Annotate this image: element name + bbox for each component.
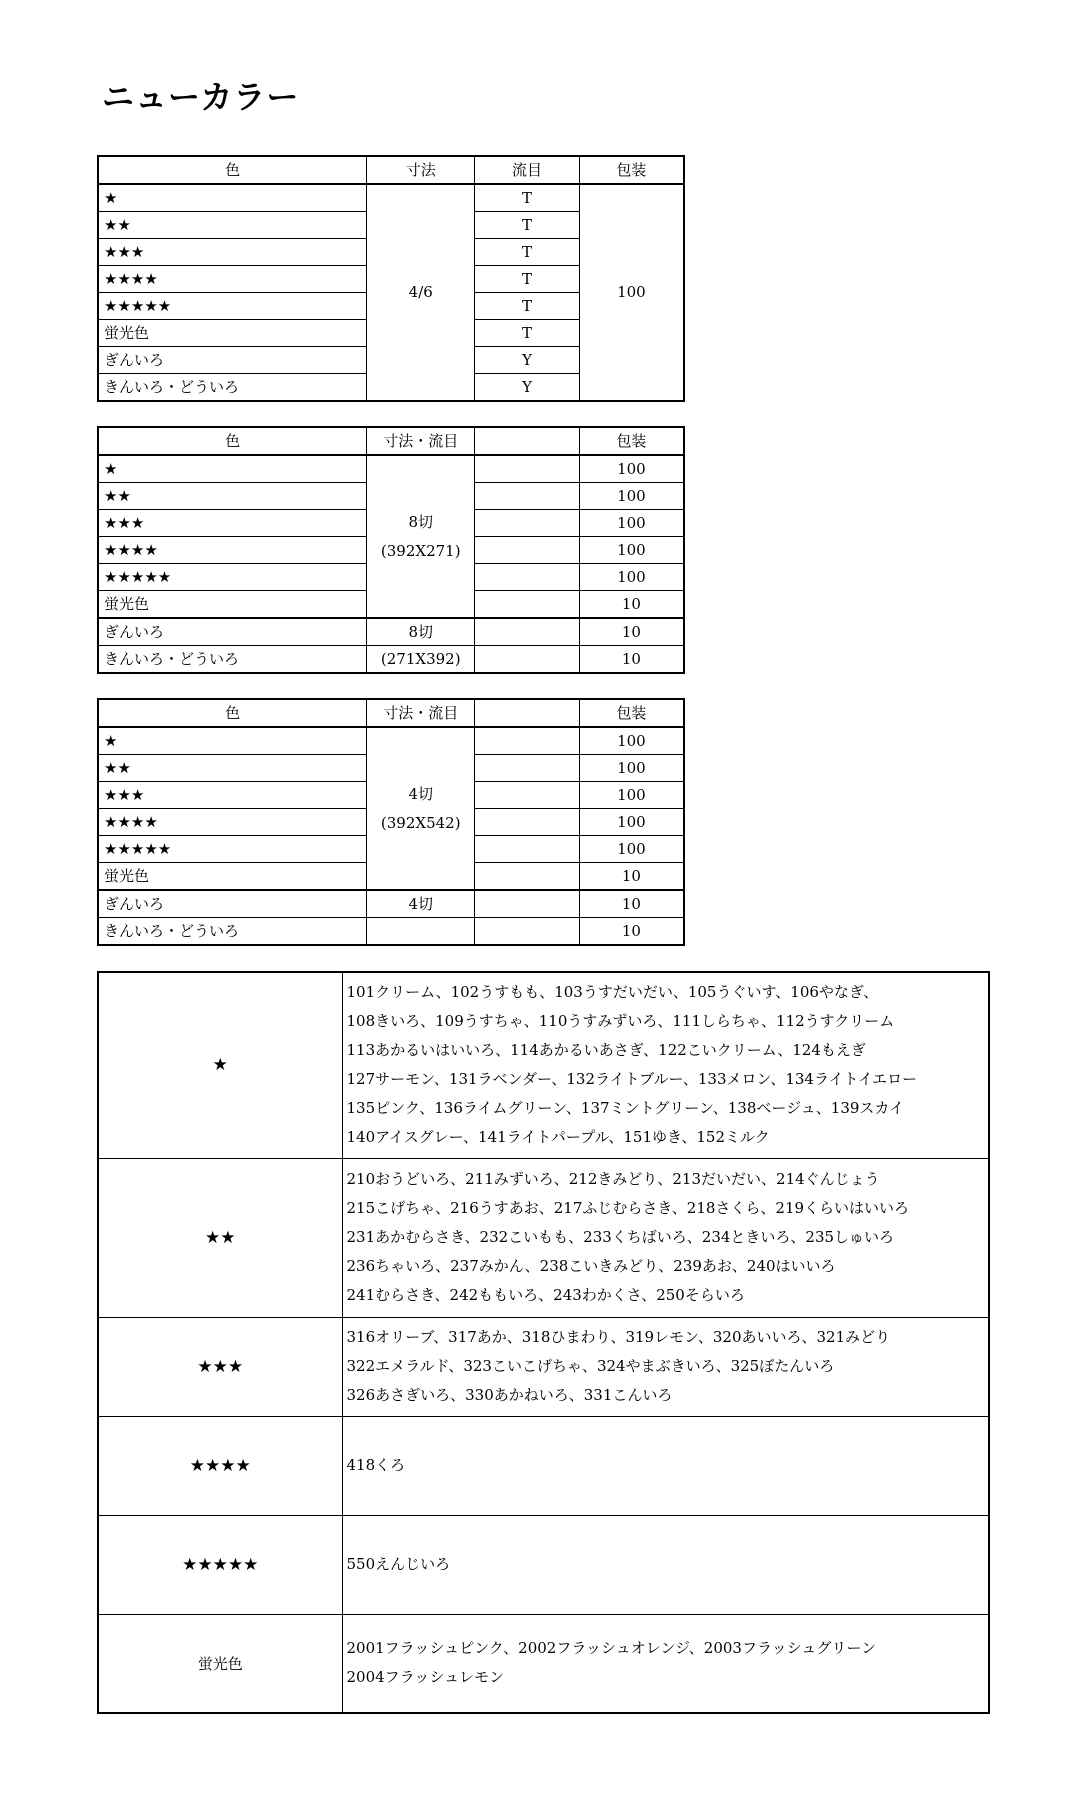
header-packaging: 包装 bbox=[579, 427, 684, 455]
color-names-line: 2001フラッシュピンク、2002フラッシュオレンジ、2003フラッシュグリーン bbox=[346, 1639, 877, 1658]
packaging-cell: 100 bbox=[579, 727, 684, 755]
color-names-line: 210おうどいろ、211みずいろ、212きみどり、213だいだい、214ぐんじょう bbox=[346, 1170, 880, 1188]
rank-cell: ★★ bbox=[98, 1158, 342, 1317]
packaging-cell: 10 bbox=[579, 646, 684, 674]
color-cell: ★★★ bbox=[98, 510, 367, 537]
grain-cell: T bbox=[475, 320, 580, 347]
header-grain: 流目 bbox=[475, 156, 580, 184]
color-cell: ★★★★★ bbox=[98, 564, 367, 591]
rank-cell: ★★★★ bbox=[98, 1416, 342, 1515]
blank-cell bbox=[475, 564, 580, 591]
spec-table-4-6 bbox=[97, 155, 685, 402]
table-header-row bbox=[98, 427, 684, 455]
color-cell: ぎんいろ bbox=[98, 618, 367, 646]
color-names-line: 316オリーブ、317あか、318ひまわり、319レモン、320あいいろ、321みどり bbox=[346, 1328, 891, 1346]
color-cell: きんいろ・どういろ bbox=[98, 918, 367, 946]
blank-cell bbox=[475, 755, 580, 782]
color-names-cell bbox=[342, 1614, 989, 1713]
blank-cell bbox=[475, 809, 580, 836]
packaging-cell: 100 bbox=[579, 537, 684, 564]
header-packaging: 包装 bbox=[579, 699, 684, 727]
color-cell: ★ bbox=[98, 727, 367, 755]
color-names-cell bbox=[342, 972, 989, 1158]
color-names-line: 241むらさき、242ももいろ、243わかくさ、250そらいろ bbox=[346, 1286, 745, 1304]
grain-cell: T bbox=[475, 239, 580, 266]
dimensions-label: (392X271) bbox=[380, 541, 461, 560]
color-names-cell bbox=[342, 1416, 989, 1515]
size-label: 4切 bbox=[408, 785, 433, 803]
color-cell: ぎんいろ bbox=[98, 890, 367, 918]
header-color: 色 bbox=[98, 156, 367, 184]
grain-cell: T bbox=[475, 184, 580, 212]
color-names-cell bbox=[342, 1515, 989, 1614]
blank-cell bbox=[475, 918, 580, 946]
color-cell: ★ bbox=[98, 184, 367, 212]
blank-cell bbox=[475, 863, 580, 891]
color-cell: ★★★★ bbox=[98, 537, 367, 564]
rank-cell: ★ bbox=[98, 972, 342, 1158]
size-cell bbox=[367, 727, 475, 890]
header-color: 色 bbox=[98, 699, 367, 727]
color-names-line: 140アイスグレー、141ライトパープル、151ゆき、152ミルク bbox=[346, 1128, 770, 1147]
page-title: ニューカラー bbox=[102, 78, 300, 116]
packaging-cell: 100 bbox=[579, 564, 684, 591]
color-group-row bbox=[98, 1416, 989, 1515]
color-cell: ★★★★ bbox=[98, 809, 367, 836]
color-cell: 蛍光色 bbox=[98, 320, 367, 347]
header-size: 寸法 bbox=[367, 156, 475, 184]
header-color: 色 bbox=[98, 427, 367, 455]
color-group-row bbox=[98, 1317, 989, 1416]
packaging-cell: 100 bbox=[579, 455, 684, 483]
blank-cell bbox=[475, 618, 580, 646]
grain-cell: Y bbox=[475, 374, 580, 402]
spec-table-4giri bbox=[97, 698, 685, 946]
table-row bbox=[98, 184, 684, 212]
blank-cell bbox=[475, 782, 580, 809]
color-cell: ★ bbox=[98, 455, 367, 483]
packaging-cell: 100 bbox=[579, 184, 684, 401]
color-names-line: 135ピンク、136ライムグリーン、137ミントグリーン、138ベージュ、139スカイ bbox=[346, 1099, 904, 1118]
packaging-cell: 10 bbox=[579, 618, 684, 646]
grain-cell: T bbox=[475, 293, 580, 320]
blank-cell bbox=[475, 836, 580, 863]
table-row bbox=[98, 918, 684, 946]
rank-cell: ★★★★★ bbox=[98, 1515, 342, 1614]
packaging-cell: 10 bbox=[579, 591, 684, 619]
color-cell: ★★ bbox=[98, 483, 367, 510]
size-cell: 8切 bbox=[367, 618, 475, 646]
blank-cell bbox=[475, 591, 580, 619]
color-names-line: 231あかむらさき、232こいもも、233くちばいろ、234ときいろ、235しゅいろ bbox=[346, 1228, 895, 1246]
grain-cell: T bbox=[475, 266, 580, 293]
header-size-grain: 寸法・流目 bbox=[367, 699, 475, 727]
color-cell: ★★ bbox=[98, 212, 367, 239]
color-cell: ぎんいろ bbox=[98, 347, 367, 374]
packaging-cell: 100 bbox=[579, 809, 684, 836]
grain-cell: T bbox=[475, 212, 580, 239]
packaging-cell: 100 bbox=[579, 782, 684, 809]
packaging-cell: 100 bbox=[579, 755, 684, 782]
color-group-row bbox=[98, 972, 989, 1158]
color-names-cell bbox=[342, 1158, 989, 1317]
blank-cell bbox=[367, 918, 475, 946]
packaging-cell: 100 bbox=[579, 836, 684, 863]
dimensions-label: (392X542) bbox=[380, 813, 461, 832]
table-header-row bbox=[98, 156, 684, 184]
blank-cell bbox=[475, 727, 580, 755]
packaging-cell: 100 bbox=[579, 483, 684, 510]
color-group-row bbox=[98, 1158, 989, 1317]
rank-cell: ★★★ bbox=[98, 1317, 342, 1416]
dimensions-cell: (271X392) bbox=[367, 646, 475, 674]
size-cell: 4/6 bbox=[367, 184, 475, 401]
table-row bbox=[98, 890, 684, 918]
table-row bbox=[98, 646, 684, 674]
blank-cell bbox=[475, 455, 580, 483]
color-names-cell bbox=[342, 1317, 989, 1416]
size-label: 8切 bbox=[408, 513, 433, 531]
header-blank bbox=[475, 427, 580, 455]
size-cell: 4切 bbox=[367, 890, 475, 918]
color-cell: ★★ bbox=[98, 755, 367, 782]
header-blank bbox=[475, 699, 580, 727]
table-row bbox=[98, 455, 684, 483]
color-names-line: 113あかるいはいいろ、114あかるいあさぎ、122こいクリーム、124もえぎ bbox=[346, 1041, 866, 1060]
color-names-line: 418くろ bbox=[346, 1456, 406, 1474]
table-row bbox=[98, 727, 684, 755]
size-cell bbox=[367, 455, 475, 618]
header-packaging: 包装 bbox=[579, 156, 684, 184]
color-cell: ★★★★ bbox=[98, 266, 367, 293]
color-names-line: 101クリーム、102うすもも、103うすだいだい、105うぐいす、106やなぎ、 bbox=[346, 983, 879, 1002]
blank-cell bbox=[475, 483, 580, 510]
table-header-row bbox=[98, 699, 684, 727]
packaging-cell: 10 bbox=[579, 863, 684, 891]
grain-cell: Y bbox=[475, 347, 580, 374]
color-names-line: 550えんじいろ bbox=[346, 1555, 451, 1573]
color-cell: 蛍光色 bbox=[98, 591, 367, 619]
table-row bbox=[98, 618, 684, 646]
color-names-line: 108きいろ、109うすちゃ、110うすみずいろ、111しらちゃ、112うすクリーム bbox=[346, 1012, 895, 1031]
color-cell: ★★★★★ bbox=[98, 836, 367, 863]
header-size-grain: 寸法・流目 bbox=[367, 427, 475, 455]
color-names-line: 215こげちゃ、216うすあお、217ふじむらさき、218さくら、219くらいはいいろ bbox=[346, 1199, 910, 1217]
color-group-row bbox=[98, 1515, 989, 1614]
color-group-row bbox=[98, 1614, 989, 1713]
color-cell: ★★★★★ bbox=[98, 293, 367, 320]
color-cell: 蛍光色 bbox=[98, 863, 367, 891]
packaging-cell: 10 bbox=[579, 918, 684, 946]
color-cell: きんいろ・どういろ bbox=[98, 646, 367, 674]
color-list-table bbox=[97, 971, 990, 1714]
blank-cell bbox=[475, 537, 580, 564]
packaging-cell: 10 bbox=[579, 890, 684, 918]
blank-cell bbox=[475, 890, 580, 918]
color-names-line: 2004フラッシュレモン bbox=[346, 1668, 505, 1687]
rank-cell: 蛍光色 bbox=[98, 1614, 342, 1713]
color-cell: きんいろ・どういろ bbox=[98, 374, 367, 402]
color-names-line: 236ちゃいろ、237みかん、238こいきみどり、239あお、240はいいろ bbox=[346, 1257, 836, 1275]
blank-cell bbox=[475, 646, 580, 674]
spec-table-8giri bbox=[97, 426, 685, 674]
color-names-line: 322エメラルド、323こいこげちゃ、324やまぶきいろ、325ぼたんいろ bbox=[346, 1357, 835, 1375]
color-cell: ★★★ bbox=[98, 239, 367, 266]
color-names-line: 127サーモン、131ラベンダー、132ライトブルー、133メロン、134ライトイエロー bbox=[346, 1070, 918, 1089]
packaging-cell: 100 bbox=[579, 510, 684, 537]
color-names-line: 326あさぎいろ、330あかねいろ、331こんいろ bbox=[346, 1386, 673, 1404]
color-cell: ★★★ bbox=[98, 782, 367, 809]
blank-cell bbox=[475, 510, 580, 537]
